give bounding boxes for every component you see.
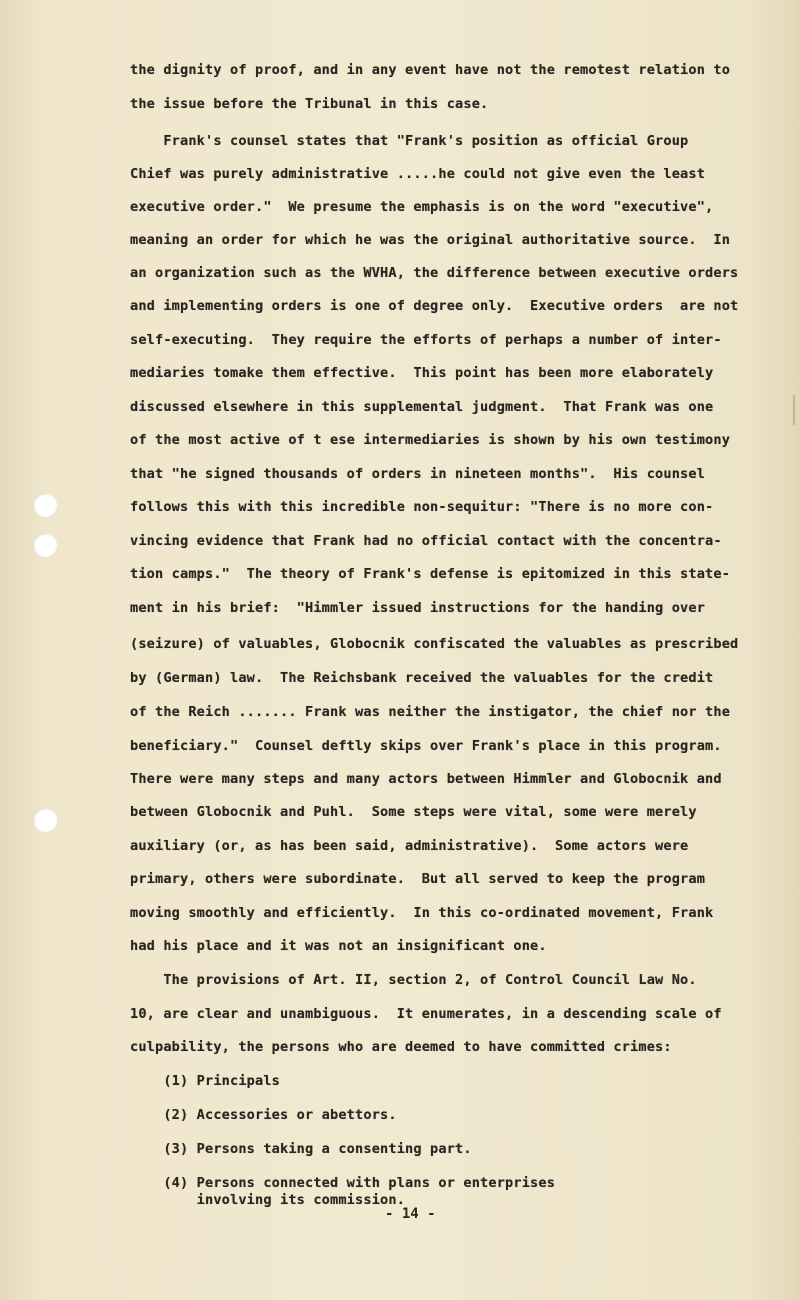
text-line: The provisions of Art. II, section 2, of Control Council Law No. [130,972,697,988]
text-line: the dignity of proof, and in any event have not the remotest relation to [130,62,731,78]
text-line: an organization such as the WVHA, the difference between executive orders [130,265,739,281]
text-line: had his place and it was not an insignificant one. [130,938,547,954]
text-line: 10, are clear and unambiguous. It enumerates, in a descending scale of [130,1006,722,1022]
text-line: auxiliary (or, as has been said, administrative). Some actors were [130,838,689,854]
text-line: discussed elsewhere in this supplemental judgment. That Frank was one [130,399,714,415]
list-item: (3) Persons taking a consenting part. [130,1141,472,1157]
text-line: follows this with this incredible non-sequitur: "There is no more con- [130,499,714,515]
text-line: mediaries tomake them effective. This point has been more elaborately [130,365,714,381]
text-line: beneficiary." Counsel deftly skips over Frank's place in this program. [130,738,722,754]
list-item: (2) Accessories or abettors. [130,1107,397,1123]
text-line: of the most active of t ese intermediaries is shown by his own testimony [130,432,731,448]
page-edge-mark [793,395,795,425]
text-line: Frank's counsel states that "Frank's position as official Group [130,133,689,149]
text-line: vincing evidence that Frank had no official contact with the concentra- [130,533,722,549]
punch-hole [33,493,57,517]
text-line: and implementing orders is one of degree only. Executive orders are not [130,298,739,314]
text-line: (seizure) of valuables, Globocnik confiscated the valuables as prescribed [130,636,739,652]
text-line: self-executing. They require the efforts of perhaps a number of inter- [130,332,722,348]
text-line: tion camps." The theory of Frank's defense is epitomized in this state- [130,566,731,582]
text-line: of the Reich ....... Frank was neither the instigator, the chief nor the [130,704,731,720]
text-line: There were many steps and many actors between Himmler and Globocnik and [130,771,722,787]
punch-hole [33,533,57,557]
text-line: meaning an order for which he was the original authoritative source. In [130,232,731,248]
page-number: - 14 - [385,1206,436,1222]
text-line: ment in his brief: "Himmler issued instructions for the handing over [130,600,706,616]
text-line: culpability, the persons who are deemed to have committed crimes: [130,1039,672,1055]
text-line: between Globocnik and Puhl. Some steps were vital, some were merely [130,804,697,820]
text-line: by (German) law. The Reichsbank received the valuables for the credit [130,670,714,686]
list-item: (4) Persons connected with plans or enterprises [130,1175,556,1191]
text-line: executive order." We presume the emphasis is on the word "executive", [130,199,714,215]
list-item: (1) Principals [130,1073,281,1089]
text-line: the issue before the Tribunal in this case. [130,96,489,112]
text-line: Chief was purely administrative .....he could not give even the least [130,166,706,182]
text-line: primary, others were subordinate. But all served to keep the program [130,871,706,887]
text-line: that "he signed thousands of orders in nineteen months". His counsel [130,466,706,482]
text-line: moving smoothly and efficiently. In this co-ordinated movement, Frank [130,905,714,921]
list-item-continuation: involving its commission. [130,1192,406,1208]
punch-hole [33,808,57,832]
